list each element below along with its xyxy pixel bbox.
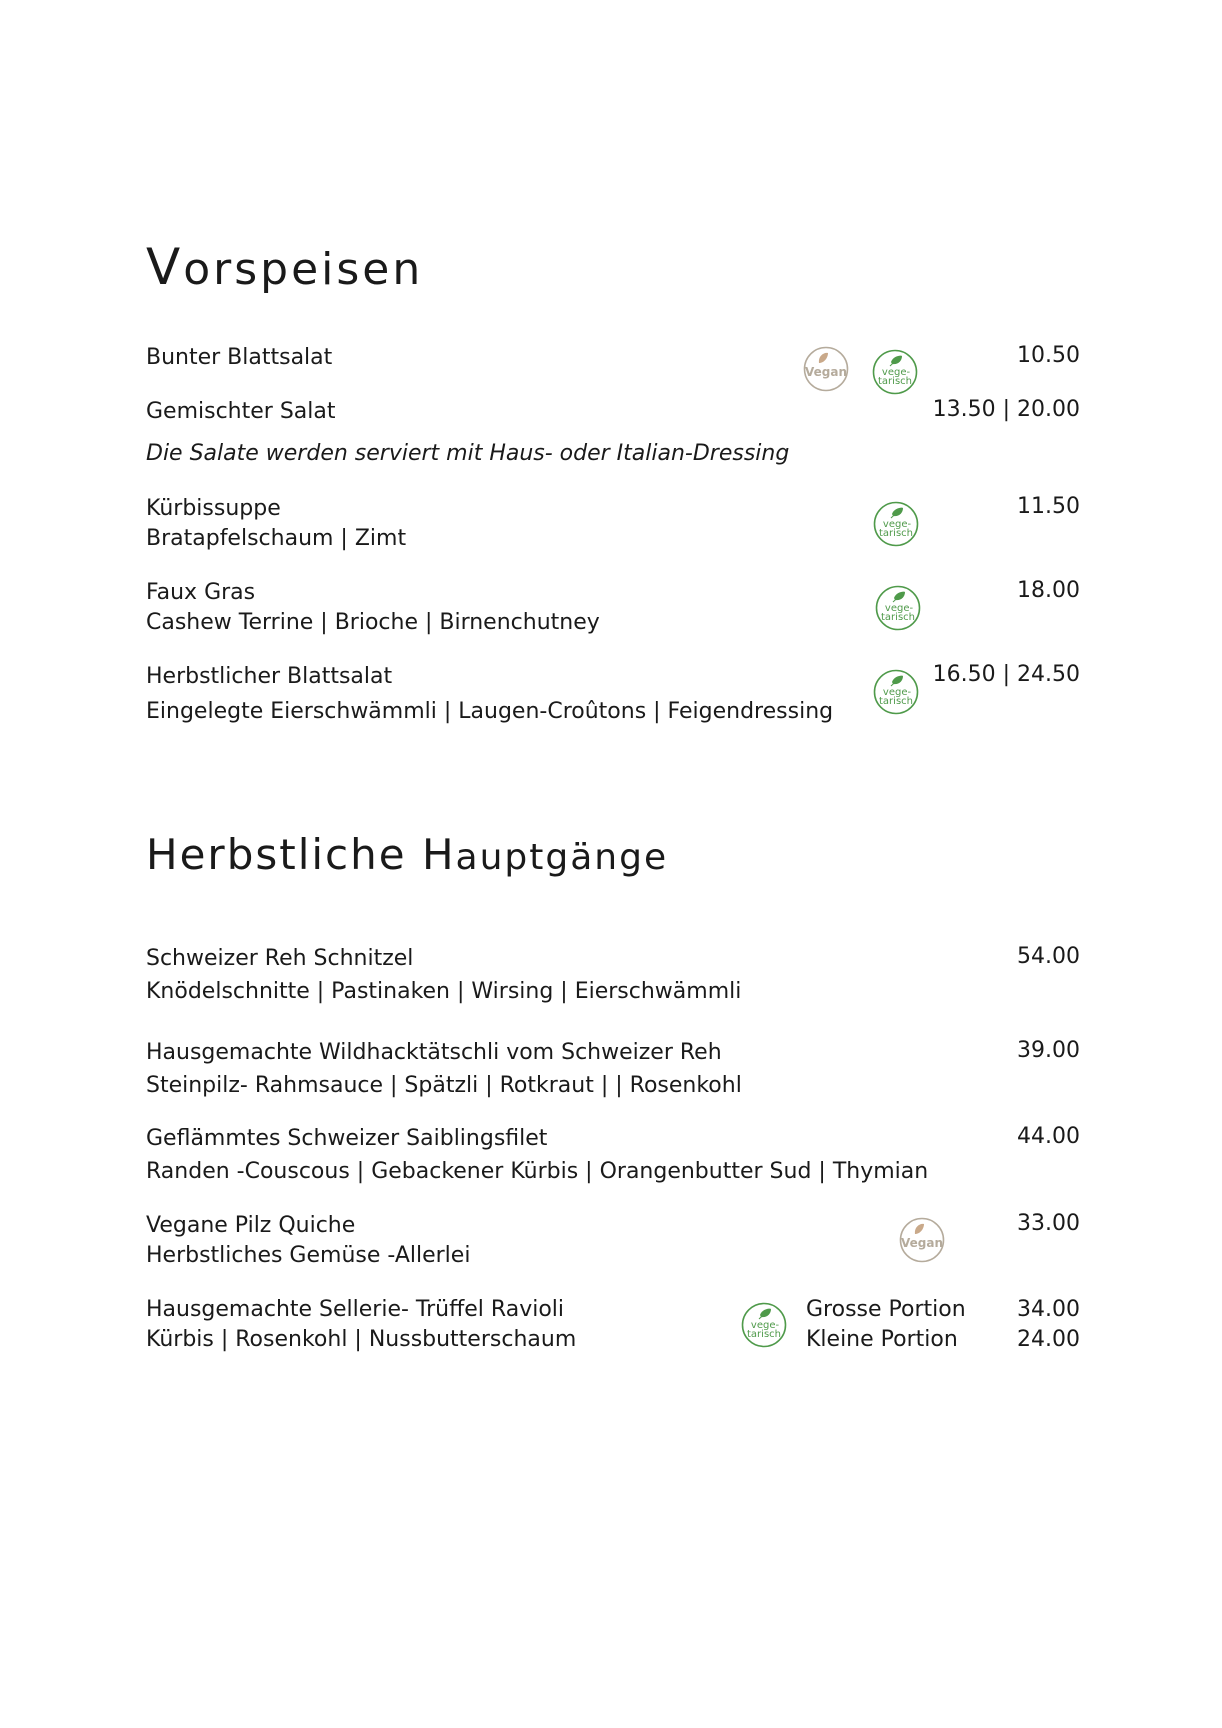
menu-item-price-large: 34.00 xyxy=(1017,1297,1080,1322)
svg-text:tarisch: tarisch xyxy=(879,696,913,707)
menu-item-description: Eingelegte Eierschwämmli | Laugen-Croûtons | Feigendressing xyxy=(146,699,834,724)
vegetarian-badge-icon xyxy=(874,584,922,632)
menu-item-price: 10.50 xyxy=(1017,343,1080,368)
vegetarian-badge-icon xyxy=(872,500,920,548)
svg-text:vege-: vege- xyxy=(750,1320,780,1331)
menu-item-description: Randen -Couscous | Gebackener Kürbis | Orangenbutter Sud | Thymian xyxy=(146,1159,929,1184)
menu-item-name: Vegane Pilz Quiche xyxy=(146,1213,356,1238)
menu-item-description: Kürbis | Rosenkohl | Nussbutterschaum xyxy=(146,1327,577,1352)
menu-item-description: Herbstliches Gemüse -Allerlei xyxy=(146,1243,471,1268)
svg-text:vege-: vege- xyxy=(882,519,912,530)
menu-item-description: Cashew Terrine | Brioche | Birnenchutney xyxy=(146,610,600,635)
svg-text:Vegan: Vegan xyxy=(901,1236,943,1250)
menu-item-description: Steinpilz- Rahmsauce | Spätzli | Rotkraut | | Rosenkohl xyxy=(146,1073,742,1098)
menu-item-name: Kürbissuppe xyxy=(146,496,281,521)
svg-text:tarisch: tarisch xyxy=(881,612,915,623)
menu-item-price: 18.00 xyxy=(1017,578,1080,603)
vegan-badge-icon xyxy=(898,1216,946,1264)
svg-text:tarisch: tarisch xyxy=(879,528,913,539)
svg-text:vege-: vege- xyxy=(882,687,912,698)
menu-item-name: Geflämmtes Schweizer Saiblingsfilet xyxy=(146,1126,548,1151)
menu-item-price: 54.00 xyxy=(1017,944,1080,969)
menu-item-price: 16.50 | 24.50 xyxy=(932,662,1080,687)
menu-item-price-small: 24.00 xyxy=(1017,1327,1080,1352)
section-title-mains: Herbstliche Hauptgänge xyxy=(146,830,669,879)
menu-item-name: Hausgemachte Wildhacktätschli vom Schweizer Reh xyxy=(146,1040,722,1065)
portion-label-large: Grosse Portion xyxy=(806,1297,966,1322)
menu-item-name: Faux Gras xyxy=(146,580,256,605)
menu-item-price: 33.00 xyxy=(1017,1211,1080,1236)
menu-item-description: Knödelschnitte | Pastinaken | Wirsing | Eierschwämmli xyxy=(146,979,742,1004)
menu-item-name: Herbstlicher Blattsalat xyxy=(146,664,393,689)
menu-item-name: Bunter Blattsalat xyxy=(146,345,333,370)
dressing-note: Die Salate werden serviert mit Haus- oder Italian-Dressing xyxy=(146,441,790,466)
menu-item-description: Bratapfelschaum | Zimt xyxy=(146,526,407,551)
menu-item-name: Gemischter Salat xyxy=(146,399,336,424)
vegan-badge-icon xyxy=(802,345,850,393)
portion-label-small: Kleine Portion xyxy=(806,1327,958,1352)
vegetarian-badge-icon xyxy=(740,1301,788,1349)
svg-text:Vegan: Vegan xyxy=(805,365,847,379)
menu-item-name: Hausgemachte Sellerie- Trüffel Ravioli xyxy=(146,1297,565,1322)
svg-text:vege-: vege- xyxy=(884,603,914,614)
menu-item-name: Schweizer Reh Schnitzel xyxy=(146,946,414,971)
vegetarian-badge-icon xyxy=(872,668,920,716)
menu-item-price: 11.50 xyxy=(1017,494,1080,519)
svg-text:tarisch: tarisch xyxy=(747,1329,781,1340)
menu-item-price: 44.00 xyxy=(1017,1124,1080,1149)
section-title-starters: Vorspeisen xyxy=(146,238,424,296)
vegetarian-badge-icon xyxy=(871,348,919,396)
menu-item-price: 13.50 | 20.00 xyxy=(932,397,1080,422)
svg-text:tarisch: tarisch xyxy=(878,376,912,387)
svg-text:vege-: vege- xyxy=(881,367,911,378)
menu-item-price: 39.00 xyxy=(1017,1038,1080,1063)
